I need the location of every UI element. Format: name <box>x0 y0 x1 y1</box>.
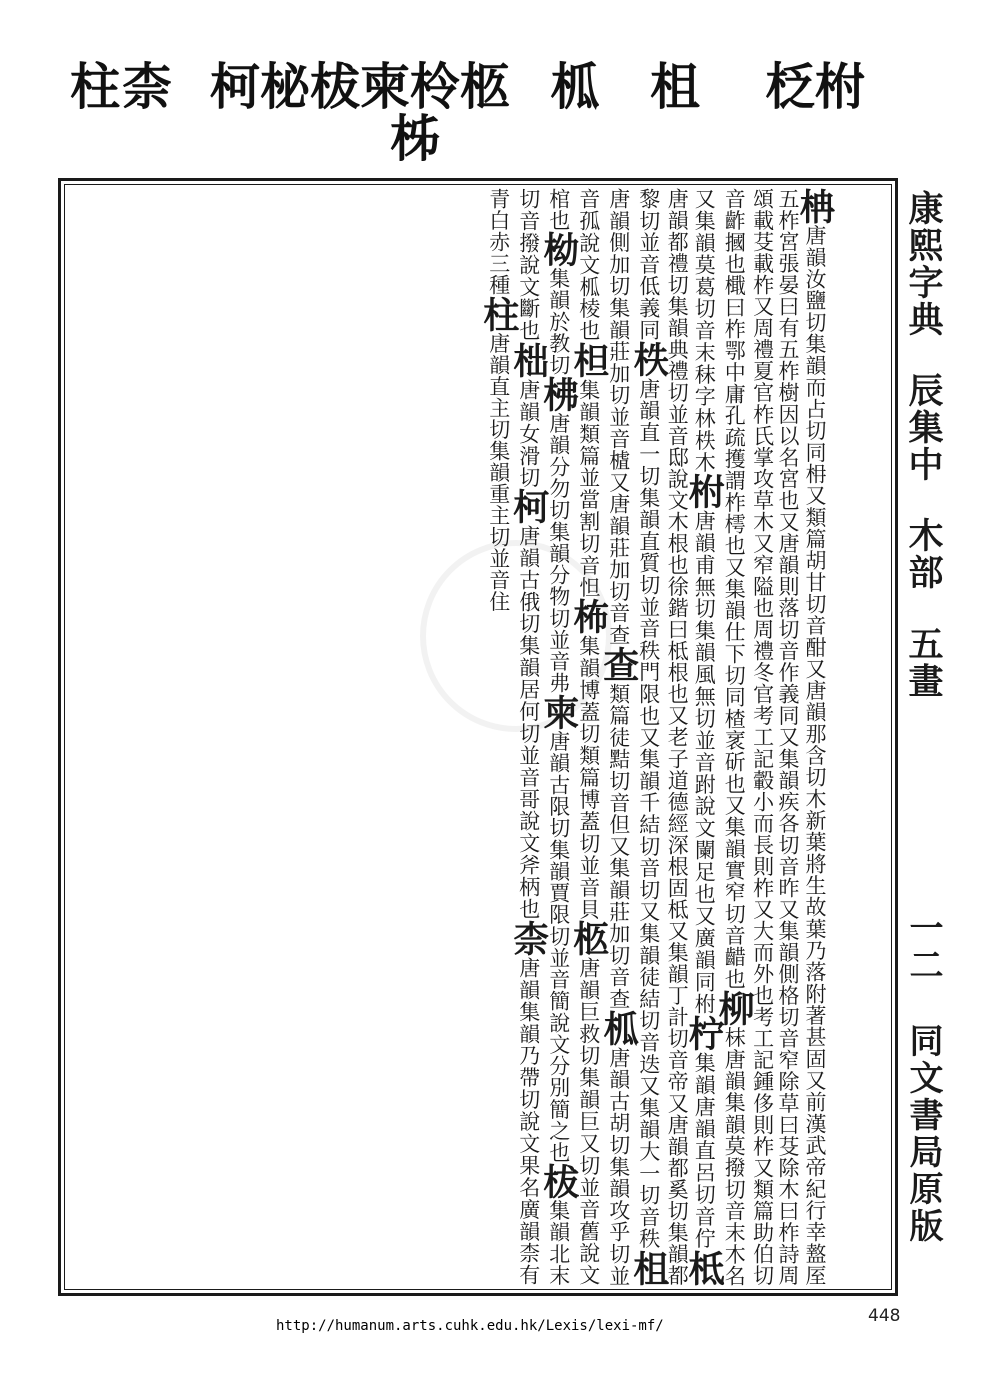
seal-char: 柧 <box>550 57 598 116</box>
headword: 柤 <box>627 1249 670 1287</box>
seal-script-header <box>60 50 880 168</box>
body-column-1: 木新葉將生故葉乃落附著甚固又前漢武帝紀行幸盩厔五柞宮張晏曰有五柞樹因以名宮也又唐韻則落切音作 <box>776 188 827 1287</box>
headword: 柳 <box>713 989 756 1027</box>
side-folio <box>903 910 948 1270</box>
seal-char: 柱 <box>70 57 118 116</box>
volume-label: 辰集中 <box>903 372 944 484</box>
headword: 柭 <box>537 1163 580 1200</box>
body-column-11: 又集韻千結切音切又集韻徒結切音迭又集韻大一切音秩 <box>636 726 661 1250</box>
seal-char: 柩 <box>460 57 508 116</box>
headword: 柫 <box>537 376 580 413</box>
headword: 柧 <box>597 1009 640 1047</box>
seal-char: 柤 <box>650 57 698 116</box>
body-column-15: 柦集韻類篇並當割切音怛 <box>567 341 610 599</box>
body-column-6: 柎唐韻甫無切集韻風無切並音跗說文闌足也又廣韻同柎 <box>683 473 726 1016</box>
body-column-3: 考工記轂小而長則柞又大而外也考工記鍾侈則柞又類篇助伯切音齚摑也 <box>722 188 775 1287</box>
publisher-label: 同文書局原版 <box>903 1022 943 1245</box>
seal-char: 柃 <box>410 57 458 116</box>
headword: 柮 <box>507 341 550 379</box>
body-column-21: 柭集韻北末切音撥說文斷也 <box>516 188 580 1287</box>
body-column-17: 柩唐韻巨救切集韻巨又切並音舊說文棺也 <box>546 188 610 1287</box>
headword: 柎 <box>683 473 726 511</box>
dictionary-body <box>70 188 836 1287</box>
headword: 柩 <box>567 920 610 958</box>
body-column-25: 柱唐韻直主切集韻重主切並音住 <box>477 295 520 612</box>
body-column-14: 柧唐韻古胡切集韻攻乎切並音孤說文柧棱也 <box>576 188 640 1287</box>
source-url-link[interactable]: http://humanum.arts.cuhk.edu.hk/Lexis/lexi-mf/ <box>276 1318 664 1334</box>
headword: 柦 <box>567 341 610 379</box>
seal-char: 柯 <box>210 57 258 116</box>
seal-char: 柉 <box>765 57 813 116</box>
headword: 柬 <box>537 693 580 731</box>
stroke-label: 五畫 <box>903 625 944 700</box>
headword: 柰 <box>507 920 550 958</box>
body-column-23: 柯唐韻古俄切集韻居何切並音哥說文斧柄也 <box>507 488 550 921</box>
headword: 柯 <box>507 488 550 526</box>
headword: 柨 <box>567 598 610 636</box>
headword: 查 <box>597 645 640 683</box>
folio-number: 一二 <box>903 910 943 984</box>
body-column-8: 柢唐韻都禮切集韻典禮切並音邸說文木根也徐鍇曰柢根也又老子道德經深根固柢 <box>665 188 726 1287</box>
vertical-columns <box>70 188 836 1287</box>
headword: 柟 <box>794 188 836 225</box>
body-column-18: 柪集韻於教切 <box>537 231 580 377</box>
book-title: 康熙字典 <box>903 190 944 338</box>
seal-char: 柬 <box>360 57 408 116</box>
body-column-24: 柰唐韻集韻乃帶切說文果名廣韻柰有青白赤三種 <box>486 188 550 1287</box>
body-column-9: 又集韻丁計切音帝又唐韻都奚切集韻都黎切並音低義同 <box>636 188 690 1287</box>
headword: 柠 <box>683 1015 726 1052</box>
body-column-5: 柳枺唐韻集韻莫撥切音末木名又集韻莫葛切音末秣字林柣木 <box>692 188 756 1287</box>
radical-label: 木部 <box>903 517 944 592</box>
headword: 柢 <box>683 1249 726 1287</box>
body-column-22: 柮唐韻女滑切 <box>507 341 550 489</box>
seal-char: 柎 <box>815 57 863 116</box>
body-column-19: 柫唐韻分勿切集韻分物切並音弗 <box>537 376 580 694</box>
body-column-16: 柨集韻博蓋切類篇博蓋切並音貝 <box>567 598 610 921</box>
body-column-4: 檝曰柞鄂中庸孔疏擭謂柞樗也又集韻仕下切同楂衺斫也又集韻實窄切音齰也 <box>722 274 747 990</box>
body-column-20: 柬唐韻古限切集韻賈限切並音簡說文分別簡之也 <box>537 693 580 1164</box>
seal-char: 柰 <box>122 57 170 116</box>
page-number: 448 <box>868 1306 901 1326</box>
seal-char: 柭 <box>310 57 358 116</box>
headword: 柪 <box>537 231 580 268</box>
headword: 柱 <box>477 295 520 332</box>
body-column-7: 柠集韻唐韻直呂切音佇 <box>683 1015 726 1250</box>
body-column-12: 柤唐韻側加切集韻莊加切並音樝又唐韻莊加切音查 <box>606 188 670 1287</box>
body-column-13: 查類篇徒黠切音但又集韻莊加切音查 <box>597 645 640 1010</box>
body-column-10: 柣唐韻直一切集韻直質切並音秩門限也 <box>627 340 670 727</box>
seal-char-second-row: 柹 <box>390 109 438 168</box>
body-column-2: 義同又集韻疾各切音昨又集韻側格切音窄除草曰芟除木曰柞詩周頌載芟載柞又周禮夏官柞氏掌攻草木又窄隘也周禮冬官 <box>750 188 800 1287</box>
seal-char: 柲 <box>260 57 308 116</box>
headword: 柣 <box>627 340 670 378</box>
side-title <box>903 190 948 890</box>
body-column-0: 柟唐韻汝鹽切集韻而占切同枏又類篇胡甘切音酣又唐韻那含切 <box>794 188 836 788</box>
